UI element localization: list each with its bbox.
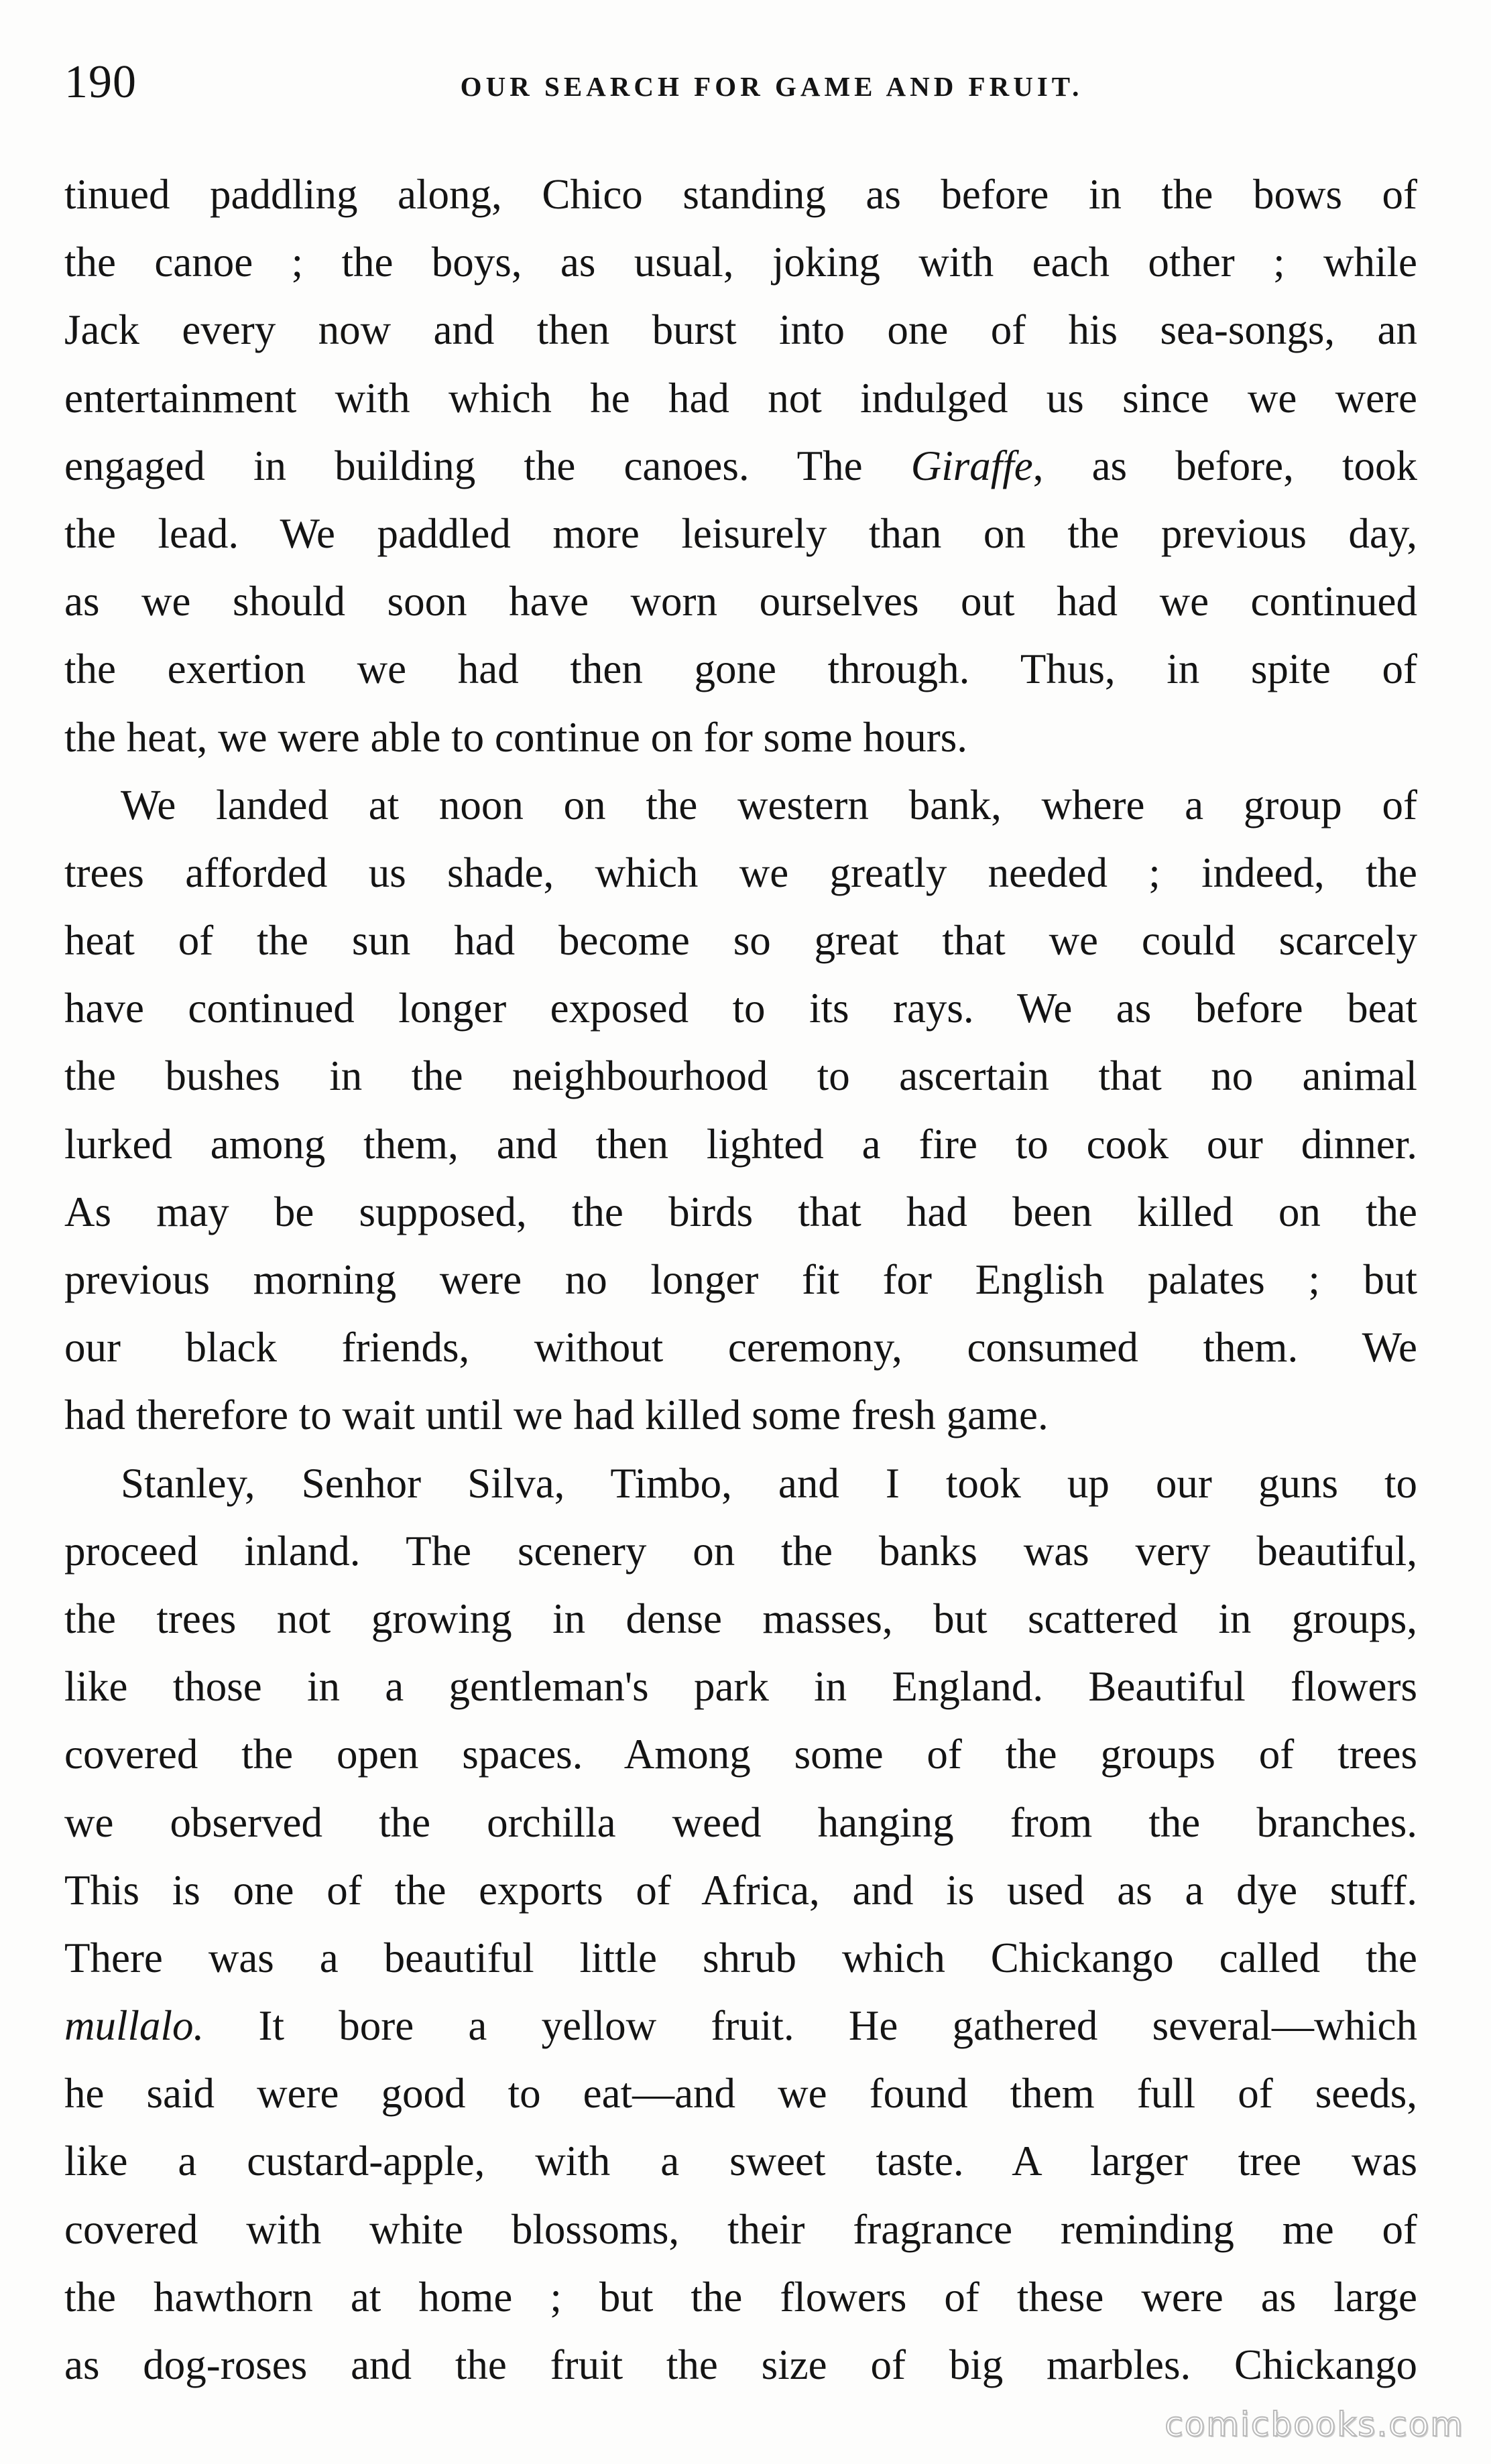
text-line: covered the open spaces. Among some of the groups of trees [64, 1731, 1417, 1778]
text-line: Stanley, Senhor Silva, Timbo, and I took up our guns to [121, 1459, 1417, 1507]
text-line: have continued longer exposed to its rays. We as before beat [64, 985, 1417, 1032]
text-line [64, 432, 1417, 500]
text-line: the bushes in the neighbourhood to ascertain that no animal [64, 1052, 1417, 1100]
running-title: OUR SEARCH FOR GAME AND FRUIT. [460, 71, 1083, 102]
running-head [64, 52, 1432, 113]
text-line: as dog-roses and the fruit the size of big marbles. Chickango [64, 2341, 1417, 2388]
text-line: like a custard-apple, with a sweet taste. A larger tree was [64, 2138, 1417, 2185]
text-line: our black friends, without ceremony, consumed them. We [64, 1324, 1417, 1371]
page-number: 190 [64, 56, 137, 108]
text-line: the canoe ; the boys, as usual, joking with each other ; while [64, 239, 1417, 286]
text-line: There was a beautiful little shrub which Chickango called the [64, 1934, 1417, 1981]
text-line: like those in a gentleman's park in England. Beautiful flowers [64, 1663, 1417, 1711]
watermark: comicbooks.com [1165, 2405, 1464, 2444]
text-line: the lead. We paddled more leisurely than on the previous day, [64, 509, 1417, 557]
body-text [64, 161, 1417, 2399]
text-line: the trees not growing in dense masses, but scattered in groups, [64, 1595, 1417, 1642]
text-segment: , as before, took [1032, 442, 1418, 489]
text-line: heat of the sun had become so great that we could scarcely [64, 917, 1417, 965]
text-line: previous morning were no longer fit for English palates ; but [64, 1256, 1417, 1303]
text-line: as we should soon have worn ourselves out had we continued [64, 578, 1417, 625]
text-line: the heat, we were able to continue on for some hours. [64, 713, 968, 761]
text-line: covered with white blossoms, their fragrance reminding me of [64, 2205, 1417, 2253]
text-line [64, 1992, 1417, 2060]
text-line: As may be supposed, the birds that had been killed on the [64, 1188, 1417, 1235]
text-line: We landed at noon on the western bank, where a group of [121, 781, 1417, 828]
text-line: lurked among them, and then lighted a fire to cook our dinner. [64, 1120, 1417, 1168]
text-line: tinued paddling along, Chico standing as before in the bows of [64, 171, 1417, 218]
text-segment: engaged in building the canoes. The [64, 442, 911, 489]
text-line: the exertion we had then gone through. Thus, in spite of [64, 645, 1417, 693]
text-line: the hawthorn at home ; but the flowers of these were as large [64, 2273, 1417, 2321]
text-line: proceed inland. The scenery on the banks was very beautiful, [64, 1527, 1417, 1575]
text-line: trees afforded us shade, which we greatly needed ; indeed, the [64, 849, 1417, 896]
text-line: entertainment with which he had not indulged us since we were [64, 374, 1417, 422]
text-line: Jack every now and then burst into one of his sea-songs, an [64, 306, 1417, 354]
text-line: we observed the orchilla weed hanging from the branches. [64, 1798, 1417, 1846]
italic-term: Giraffe [910, 442, 1033, 489]
italic-term: mullalo. [64, 2002, 204, 2050]
text-line: This is one of the exports of Africa, and is used as a dye stuff. [64, 1866, 1417, 1914]
text-line: he said were good to eat—and we found them full of seeds, [64, 2070, 1417, 2117]
text-line: had therefore to wait until we had killed some fresh game. [64, 1392, 1049, 1439]
text-segment: It bore a yellow fruit. He gathered several—which [204, 2002, 1417, 2050]
